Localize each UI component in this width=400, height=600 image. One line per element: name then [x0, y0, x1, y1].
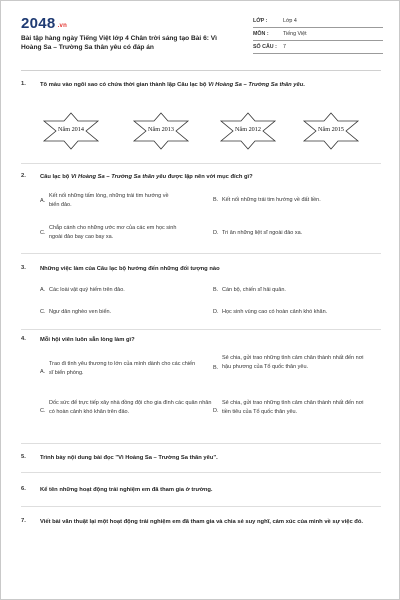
club-name: Vì Hoàng Sa – Trường Sa thân yêu — [70, 174, 167, 180]
option-letter: D. — [213, 408, 219, 414]
option-letter: A. — [40, 369, 46, 375]
option-letter: D. — [213, 230, 219, 236]
option-letter: A. — [40, 287, 46, 293]
meta-key: LỚP : — [253, 18, 268, 24]
option-text: Dốc sức để trực tiếp xây nhà đồng đội cho gia đình các quân nhân có hoàn cảnh khó khăn trên đảo. — [49, 400, 212, 415]
option-letter: D. — [213, 309, 219, 315]
option-text: Kết nối những trái tim hướng về đất liền. — [222, 197, 321, 203]
question-number: 6. — [21, 486, 26, 492]
question-divider — [21, 163, 381, 164]
star-label: Năm 2012 — [235, 126, 261, 133]
question-divider — [21, 253, 381, 254]
option-text: Ngư dân nghèo ven biển. — [49, 309, 112, 315]
question-4 — [21, 336, 381, 448]
option-letter: C. — [40, 230, 46, 236]
question-text: Trình bày nội dung bài đọc "Vì Hoàng Sa – Trường Sa thân yêu". — [40, 455, 218, 461]
question-number: 5. — [21, 454, 26, 460]
meta-key: MÔN : — [253, 31, 269, 37]
meta-row-count — [253, 41, 383, 54]
meta-row-class — [253, 15, 383, 28]
star-label: Năm 2015 — [318, 126, 344, 133]
question-3 — [21, 265, 381, 333]
club-name: Vì Hoàng Sa – Trường Sa thân yêu — [208, 82, 304, 88]
header-divider — [21, 70, 381, 71]
site-logo[interactable] — [21, 15, 67, 32]
star-label: Năm 2013 — [148, 126, 174, 133]
option-text: Cán bộ, chiến sĩ hải quân. — [222, 287, 286, 293]
question-7 — [21, 518, 381, 548]
meta-key: SỐ CÂU : — [253, 44, 277, 50]
option-text: Học sinh vùng cao có hoàn cảnh khó khăn. — [222, 309, 328, 315]
question-divider — [21, 329, 381, 330]
option-letter: B. — [213, 197, 219, 203]
option-text: Sẻ chia, gửi trao những tình cảm chân thành nhất đến nơi hậu phương của Tổ quốc thân yêu. — [222, 355, 364, 370]
star-label: Năm 2014 — [58, 126, 84, 133]
question-text: Câu lạc bộ Vì Hoàng Sa – Trường Sa thân yêu được lập nên với mục đích gì? — [40, 174, 253, 180]
meta-value: 7 — [283, 44, 286, 50]
star-option[interactable] — [41, 112, 101, 150]
question-text: Viết bài văn thuật lại một hoạt động trải nghiệm em đã tham gia và chia sẻ suy nghĩ, cảm xúc của mình về sự việc đó. — [40, 519, 364, 525]
logo-text: 2048 — [21, 15, 56, 32]
option-letter: B. — [213, 365, 219, 371]
question-5 — [21, 454, 381, 478]
star-option[interactable] — [301, 112, 361, 150]
option-text: Chắp cánh cho những ước mơ của các em học sinh ngoài đảo bay cao bay xa. — [49, 225, 177, 240]
meta-table — [253, 15, 383, 54]
logo-suffix: .vn — [57, 23, 68, 29]
question-number: 4. — [21, 336, 26, 342]
question-text: Kể tên những hoạt động trải nghiệm em đã tham gia ở trường. — [40, 487, 213, 493]
meta-value: Tiếng Việt — [283, 31, 307, 37]
question-number: 1. — [21, 81, 26, 87]
option-text: Sẻ chia, gửi trao những tình cảm chân thành nhất đến nơi tiền tiêu của Tổ quốc thân yêu. — [222, 400, 364, 415]
option-text: Trao đi tình yêu thương to lớn của mình dành cho các chiến sĩ biển phòng. — [49, 361, 196, 376]
star-options — [21, 112, 381, 150]
option-text: Kết nối những tấm lòng, những trái tim hướng về biển đảo. — [49, 193, 169, 208]
option-letter: C. — [40, 408, 46, 414]
question-divider — [21, 506, 381, 507]
star-option[interactable] — [131, 112, 191, 150]
question-1 — [21, 81, 381, 167]
option-letter: A. — [40, 198, 46, 204]
option-text: Các loài vật quý hiếm trên đảo. — [49, 287, 125, 293]
question-6 — [21, 486, 381, 510]
question-number: 2. — [21, 173, 26, 179]
document-title: Bài tập hàng ngày Tiếng Việt lớp 4 Chân trời sáng tạo Bài 6: Vì Hoàng Sa – Trường Sa thân yêu có đáp án — [21, 35, 217, 51]
question-text: Mỗi hội viên luôn sẵn lòng làm gì? — [40, 337, 135, 343]
meta-row-subject — [253, 28, 383, 41]
star-option[interactable] — [218, 112, 278, 150]
question-text: Những việc làm của Câu lạc bộ hướng đến những đối tượng nào — [40, 266, 220, 272]
meta-value: Lớp 4 — [283, 18, 297, 24]
option-letter: B. — [213, 287, 219, 293]
option-text: Tri ân những liệt sĩ ngoài đảo xa. — [222, 230, 303, 236]
question-divider — [21, 472, 381, 473]
option-letter: C. — [40, 309, 46, 315]
question-2 — [21, 173, 381, 257]
question-text: Tô màu vào ngôi sao có chứa thời gian thành lập Câu lạc bộ Vì Hoàng Sa – Trường Sa thân yêu. — [40, 82, 305, 88]
question-divider — [21, 443, 381, 444]
question-number: 3. — [21, 265, 26, 271]
question-number: 7. — [21, 518, 26, 524]
